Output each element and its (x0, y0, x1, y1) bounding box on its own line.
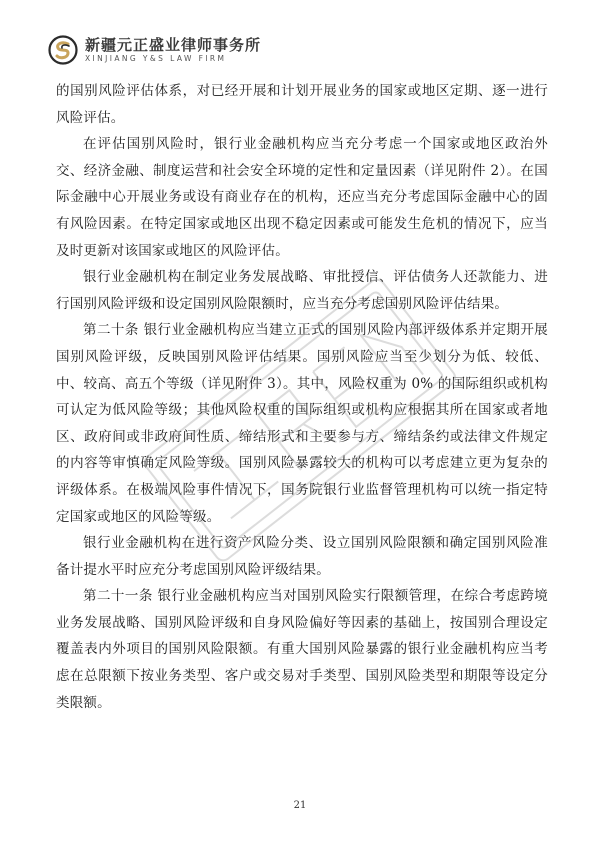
document-body (56, 78, 548, 716)
firm-header (48, 30, 261, 70)
page-number: 21 (293, 800, 307, 811)
firm-name-cn: 新疆元正盛业律师事务所 (85, 35, 262, 54)
paragraph-continued: 的国别风险评估体系，对已经开展和计划开展业务的国家或地区定期、逐一进行风险评估。 (56, 83, 548, 126)
paragraph: 在评估国别风险时，银行业金融机构应当充分考虑一个国家或地区政治外交、经济金融、制度运营和社会安全环境的定性和定量因素（详见附件 2）。在国际金融中心开展业务或设有商业存在的机构，还应当充分考虑国际金融中心的固有风险因素。在特定国家或地区出现不稳定因素或可能发生危机的情况下，应当及时更新对该国家或地区的风险评估。 (56, 136, 548, 259)
firm-logo-icon (48, 35, 78, 65)
paragraph: 银行业金融机构在制定业务发展战略、审批授信、评估债务人还款能力、进行国别风险评级和设定国别风险限额时，应当充分考虑国别风险评估结果。 (56, 269, 548, 312)
paragraph: 银行业金融机构在进行资产风险分类、设立国别风险限额和确定国别风险准备计提水平时应充分考虑国别风险评级结果。 (56, 535, 548, 578)
firm-name-en: XINJIANG Y&S LAW FIRM (85, 53, 227, 63)
article-20-paragraph: 第二十条 银行业金融机构应当建立正式的国别风险内部评级体系并定期开展国别风险评级，反映国别风险评估结果。国别风险应当至少划分为低、较低、中、较高、高五个等级（详见附件 3）。其中，风险权重为 0% 的国际组织或机构可认定为低风险等级；其他风险权重的国际组织或机构应根据其所在国家或者地区、政府间或非政府间性质、缔结形式和主要参与方、缔结条约或法律文件规定的内容等审慎确定风险等级。国别风险暴露较大的机构可以考虑建立更为复杂的评级体系。在极端风险事件情况下，国务院银行业监督管理机构可以统一指定特定国家或地区的风险等级。 (56, 322, 548, 525)
brand-block (85, 37, 261, 64)
article-21-paragraph: 第二十一条 银行业金融机构应当对国别风险实行限额管理，在综合考虑跨境业务发展战略、国别风险评级和自身风险偏好等因素的基础上，按国别合理设定覆盖表内外项目的国别风险限额。有重大国别风险暴露的银行业金融机构应当考虑在总限额下按业务类型、客户或交易对手类型、国别风险类型和期限等设定分类限额。 (56, 588, 548, 711)
